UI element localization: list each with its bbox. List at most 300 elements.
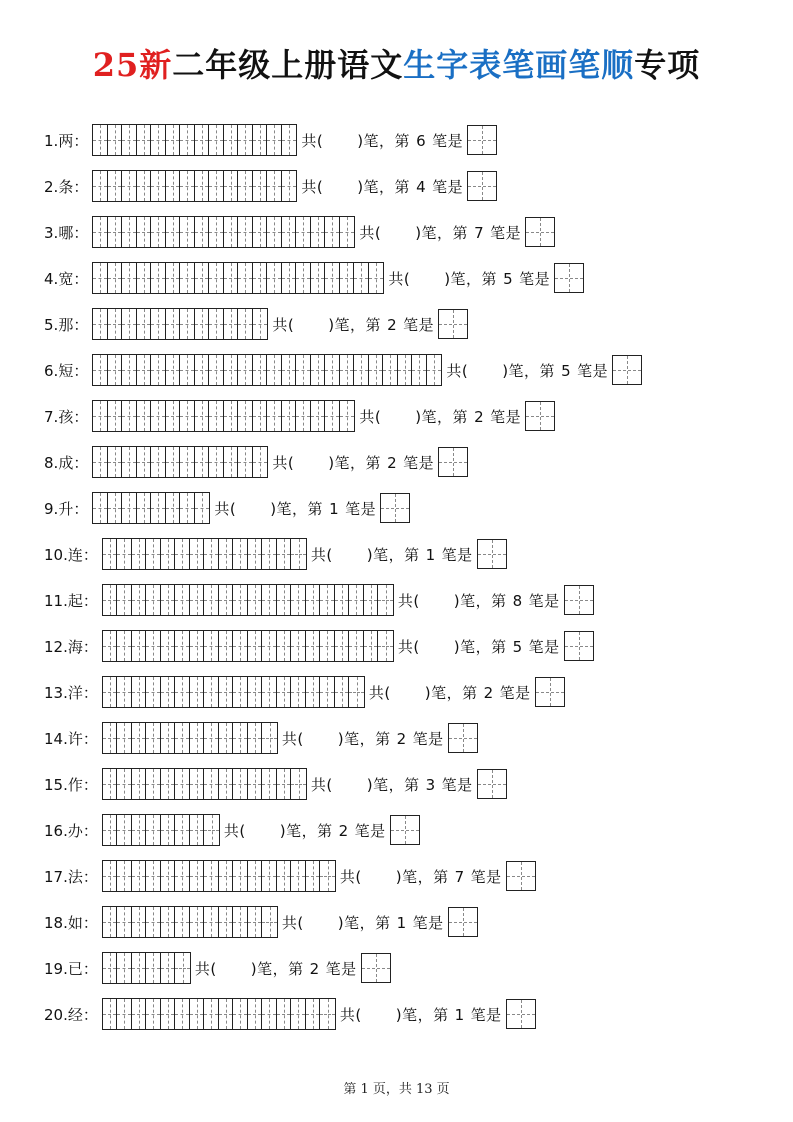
answer-box[interactable] [477,539,507,569]
writing-cell[interactable] [209,171,224,201]
writing-cell[interactable] [224,355,239,385]
writing-cell[interactable] [306,677,321,707]
stroke-order-grid[interactable] [92,262,384,294]
writing-cell[interactable] [262,631,277,661]
writing-cell[interactable] [146,585,161,615]
writing-cell[interactable] [219,861,234,891]
writing-cell[interactable] [146,677,161,707]
answer-box[interactable] [506,861,536,891]
writing-cell[interactable] [93,493,108,523]
writing-cell[interactable] [166,263,181,293]
writing-cell[interactable] [195,309,210,339]
writing-cell[interactable] [117,539,132,569]
writing-cell[interactable] [219,769,234,799]
writing-cell[interactable] [122,171,137,201]
writing-cell[interactable] [132,631,147,661]
writing-cell[interactable] [204,907,219,937]
writing-cell[interactable] [311,401,326,431]
answer-box[interactable] [535,677,565,707]
writing-cell[interactable] [122,217,137,247]
writing-cell[interactable] [161,723,176,753]
writing-cell[interactable] [166,171,181,201]
writing-cell[interactable] [253,309,268,339]
writing-cell[interactable] [209,355,224,385]
writing-cell[interactable] [175,539,190,569]
writing-cell[interactable] [325,263,340,293]
writing-cell[interactable] [204,723,219,753]
writing-cell[interactable] [219,999,234,1029]
writing-cell[interactable] [238,171,253,201]
writing-cell[interactable] [233,539,248,569]
answer-box[interactable] [612,355,642,385]
writing-cell[interactable] [103,723,118,753]
writing-cell[interactable] [166,125,181,155]
writing-cell[interactable] [277,769,292,799]
writing-cell[interactable] [248,999,263,1029]
stroke-order-grid[interactable] [102,584,394,616]
stroke-order-grid[interactable] [92,216,355,248]
writing-cell[interactable] [103,861,118,891]
writing-cell[interactable] [349,631,364,661]
writing-cell[interactable] [190,585,205,615]
writing-cell[interactable] [180,355,195,385]
writing-cell[interactable] [132,677,147,707]
writing-cell[interactable] [137,171,152,201]
answer-box[interactable] [438,447,468,477]
writing-cell[interactable] [233,723,248,753]
writing-cell[interactable] [146,999,161,1029]
writing-cell[interactable] [238,401,253,431]
writing-cell[interactable] [262,677,277,707]
writing-cell[interactable] [233,631,248,661]
writing-cell[interactable] [137,355,152,385]
writing-cell[interactable] [209,309,224,339]
writing-cell[interactable] [117,723,132,753]
writing-cell[interactable] [282,125,297,155]
writing-cell[interactable] [190,815,205,845]
writing-cell[interactable] [248,769,263,799]
writing-cell[interactable] [349,585,364,615]
writing-cell[interactable] [262,769,277,799]
writing-cell[interactable] [132,907,147,937]
writing-cell[interactable] [209,217,224,247]
writing-cell[interactable] [369,355,384,385]
writing-cell[interactable] [364,631,379,661]
writing-cell[interactable] [137,447,152,477]
writing-cell[interactable] [349,677,364,707]
writing-cell[interactable] [262,999,277,1029]
writing-cell[interactable] [151,309,166,339]
writing-cell[interactable] [277,631,292,661]
writing-cell[interactable] [335,585,350,615]
writing-cell[interactable] [161,953,176,983]
writing-cell[interactable] [180,401,195,431]
writing-cell[interactable] [180,171,195,201]
answer-box[interactable] [390,815,420,845]
writing-cell[interactable] [108,355,123,385]
stroke-order-grid[interactable] [92,308,268,340]
writing-cell[interactable] [248,723,263,753]
writing-cell[interactable] [253,447,268,477]
writing-cell[interactable] [224,217,239,247]
writing-cell[interactable] [93,355,108,385]
stroke-order-grid[interactable] [92,400,355,432]
writing-cell[interactable] [122,493,137,523]
writing-cell[interactable] [122,401,137,431]
writing-cell[interactable] [277,539,292,569]
writing-cell[interactable] [93,309,108,339]
writing-cell[interactable] [383,355,398,385]
stroke-order-grid[interactable] [102,814,220,846]
writing-cell[interactable] [378,631,393,661]
stroke-order-grid[interactable] [102,998,336,1030]
writing-cell[interactable] [122,447,137,477]
writing-cell[interactable] [262,723,277,753]
writing-cell[interactable] [117,677,132,707]
writing-cell[interactable] [219,723,234,753]
writing-cell[interactable] [340,263,355,293]
writing-cell[interactable] [277,677,292,707]
writing-cell[interactable] [204,815,219,845]
writing-cell[interactable] [151,217,166,247]
writing-cell[interactable] [195,493,210,523]
writing-cell[interactable] [132,815,147,845]
writing-cell[interactable] [267,401,282,431]
writing-cell[interactable] [103,677,118,707]
stroke-order-grid[interactable] [92,124,297,156]
writing-cell[interactable] [190,861,205,891]
writing-cell[interactable] [204,585,219,615]
writing-cell[interactable] [93,125,108,155]
stroke-order-grid[interactable] [102,676,365,708]
writing-cell[interactable] [93,263,108,293]
writing-cell[interactable] [209,401,224,431]
writing-cell[interactable] [282,263,297,293]
writing-cell[interactable] [233,677,248,707]
writing-cell[interactable] [161,631,176,661]
writing-cell[interactable] [248,631,263,661]
writing-cell[interactable] [117,585,132,615]
writing-cell[interactable] [137,263,152,293]
writing-cell[interactable] [248,677,263,707]
writing-cell[interactable] [204,631,219,661]
writing-cell[interactable] [190,677,205,707]
writing-cell[interactable] [180,447,195,477]
writing-cell[interactable] [93,217,108,247]
stroke-order-grid[interactable] [102,952,191,984]
answer-box[interactable] [554,263,584,293]
writing-cell[interactable] [161,585,176,615]
writing-cell[interactable] [306,999,321,1029]
writing-cell[interactable] [117,953,132,983]
writing-cell[interactable] [238,447,253,477]
writing-cell[interactable] [175,907,190,937]
writing-cell[interactable] [398,355,413,385]
writing-cell[interactable] [151,171,166,201]
writing-cell[interactable] [132,723,147,753]
writing-cell[interactable] [311,355,326,385]
writing-cell[interactable] [117,631,132,661]
writing-cell[interactable] [146,815,161,845]
writing-cell[interactable] [175,999,190,1029]
writing-cell[interactable] [108,171,123,201]
writing-cell[interactable] [253,401,268,431]
writing-cell[interactable] [132,769,147,799]
writing-cell[interactable] [166,355,181,385]
writing-cell[interactable] [262,861,277,891]
writing-cell[interactable] [233,907,248,937]
writing-cell[interactable] [238,355,253,385]
writing-cell[interactable] [340,355,355,385]
writing-cell[interactable] [219,907,234,937]
writing-cell[interactable] [166,309,181,339]
writing-cell[interactable] [180,125,195,155]
writing-cell[interactable] [267,125,282,155]
writing-cell[interactable] [296,401,311,431]
stroke-order-grid[interactable] [102,906,278,938]
writing-cell[interactable] [151,125,166,155]
writing-cell[interactable] [325,217,340,247]
writing-cell[interactable] [204,861,219,891]
writing-cell[interactable] [311,217,326,247]
writing-cell[interactable] [132,861,147,891]
stroke-order-grid[interactable] [92,354,442,386]
writing-cell[interactable] [233,861,248,891]
writing-cell[interactable] [166,217,181,247]
writing-cell[interactable] [93,171,108,201]
writing-cell[interactable] [137,217,152,247]
writing-cell[interactable] [151,401,166,431]
writing-cell[interactable] [137,309,152,339]
writing-cell[interactable] [103,999,118,1029]
writing-cell[interactable] [282,355,297,385]
writing-cell[interactable] [253,171,268,201]
writing-cell[interactable] [306,585,321,615]
writing-cell[interactable] [320,861,335,891]
stroke-order-grid[interactable] [92,170,297,202]
writing-cell[interactable] [224,263,239,293]
writing-cell[interactable] [412,355,427,385]
writing-cell[interactable] [180,217,195,247]
writing-cell[interactable] [311,263,326,293]
writing-cell[interactable] [219,631,234,661]
writing-cell[interactable] [175,861,190,891]
writing-cell[interactable] [108,401,123,431]
writing-cell[interactable] [291,999,306,1029]
writing-cell[interactable] [175,631,190,661]
writing-cell[interactable] [108,263,123,293]
writing-cell[interactable] [340,217,355,247]
writing-cell[interactable] [117,815,132,845]
writing-cell[interactable] [195,125,210,155]
writing-cell[interactable] [175,815,190,845]
writing-cell[interactable] [137,125,152,155]
writing-cell[interactable] [253,355,268,385]
writing-cell[interactable] [267,217,282,247]
writing-cell[interactable] [320,631,335,661]
writing-cell[interactable] [248,861,263,891]
writing-cell[interactable] [253,217,268,247]
writing-cell[interactable] [151,355,166,385]
writing-cell[interactable] [238,263,253,293]
writing-cell[interactable] [335,677,350,707]
writing-cell[interactable] [137,493,152,523]
writing-cell[interactable] [166,401,181,431]
writing-cell[interactable] [253,125,268,155]
writing-cell[interactable] [340,401,355,431]
writing-cell[interactable] [262,585,277,615]
writing-cell[interactable] [238,125,253,155]
writing-cell[interactable] [190,631,205,661]
writing-cell[interactable] [117,861,132,891]
writing-cell[interactable] [238,217,253,247]
writing-cell[interactable] [238,309,253,339]
stroke-order-grid[interactable] [102,538,307,570]
writing-cell[interactable] [166,447,181,477]
writing-cell[interactable] [122,309,137,339]
writing-cell[interactable] [320,585,335,615]
writing-cell[interactable] [93,447,108,477]
writing-cell[interactable] [161,677,176,707]
writing-cell[interactable] [335,631,350,661]
writing-cell[interactable] [219,585,234,615]
writing-cell[interactable] [103,539,118,569]
writing-cell[interactable] [267,171,282,201]
writing-cell[interactable] [209,447,224,477]
writing-cell[interactable] [132,999,147,1029]
writing-cell[interactable] [108,309,123,339]
writing-cell[interactable] [190,539,205,569]
writing-cell[interactable] [219,677,234,707]
writing-cell[interactable] [180,263,195,293]
writing-cell[interactable] [354,263,369,293]
writing-cell[interactable] [253,263,268,293]
writing-cell[interactable] [108,447,123,477]
writing-cell[interactable] [146,631,161,661]
writing-cell[interactable] [190,769,205,799]
writing-cell[interactable] [204,539,219,569]
writing-cell[interactable] [291,631,306,661]
writing-cell[interactable] [195,447,210,477]
writing-cell[interactable] [195,401,210,431]
writing-cell[interactable] [151,263,166,293]
writing-cell[interactable] [146,769,161,799]
writing-cell[interactable] [364,585,379,615]
writing-cell[interactable] [320,999,335,1029]
answer-box[interactable] [380,493,410,523]
writing-cell[interactable] [122,355,137,385]
writing-cell[interactable] [166,493,181,523]
writing-cell[interactable] [262,907,277,937]
writing-cell[interactable] [354,355,369,385]
stroke-order-grid[interactable] [102,722,278,754]
writing-cell[interactable] [103,631,118,661]
writing-cell[interactable] [190,999,205,1029]
writing-cell[interactable] [175,723,190,753]
writing-cell[interactable] [175,585,190,615]
writing-cell[interactable] [296,217,311,247]
stroke-order-grid[interactable] [92,446,268,478]
writing-cell[interactable] [291,539,306,569]
writing-cell[interactable] [224,447,239,477]
writing-cell[interactable] [306,861,321,891]
writing-cell[interactable] [204,769,219,799]
writing-cell[interactable] [180,493,195,523]
writing-cell[interactable] [146,953,161,983]
writing-cell[interactable] [291,677,306,707]
answer-box[interactable] [525,401,555,431]
writing-cell[interactable] [137,401,152,431]
writing-cell[interactable] [151,447,166,477]
answer-box[interactable] [564,585,594,615]
writing-cell[interactable] [296,263,311,293]
writing-cell[interactable] [180,309,195,339]
writing-cell[interactable] [306,631,321,661]
writing-cell[interactable] [325,355,340,385]
writing-cell[interactable] [103,585,118,615]
answer-box[interactable] [467,125,497,155]
stroke-order-grid[interactable] [102,768,307,800]
writing-cell[interactable] [233,999,248,1029]
writing-cell[interactable] [248,907,263,937]
writing-cell[interactable] [291,585,306,615]
writing-cell[interactable] [132,585,147,615]
answer-box[interactable] [467,171,497,201]
writing-cell[interactable] [146,907,161,937]
writing-cell[interactable] [248,539,263,569]
writing-cell[interactable] [282,171,297,201]
writing-cell[interactable] [320,677,335,707]
writing-cell[interactable] [132,953,147,983]
answer-box[interactable] [525,217,555,247]
writing-cell[interactable] [427,355,442,385]
writing-cell[interactable] [117,907,132,937]
writing-cell[interactable] [267,263,282,293]
writing-cell[interactable] [277,585,292,615]
writing-cell[interactable] [103,907,118,937]
writing-cell[interactable] [224,309,239,339]
writing-cell[interactable] [248,585,263,615]
answer-box[interactable] [448,723,478,753]
answer-box[interactable] [361,953,391,983]
writing-cell[interactable] [277,999,292,1029]
writing-cell[interactable] [233,769,248,799]
writing-cell[interactable] [325,401,340,431]
answer-box[interactable] [477,769,507,799]
writing-cell[interactable] [378,585,393,615]
answer-box[interactable] [506,999,536,1029]
writing-cell[interactable] [117,769,132,799]
writing-cell[interactable] [291,769,306,799]
writing-cell[interactable] [108,217,123,247]
writing-cell[interactable] [117,999,132,1029]
writing-cell[interactable] [93,401,108,431]
writing-cell[interactable] [175,953,190,983]
writing-cell[interactable] [195,217,210,247]
writing-cell[interactable] [175,677,190,707]
writing-cell[interactable] [161,999,176,1029]
writing-cell[interactable] [122,125,137,155]
writing-cell[interactable] [103,815,118,845]
writing-cell[interactable] [224,125,239,155]
writing-cell[interactable] [209,263,224,293]
writing-cell[interactable] [282,217,297,247]
writing-cell[interactable] [224,171,239,201]
writing-cell[interactable] [161,907,176,937]
writing-cell[interactable] [277,861,292,891]
writing-cell[interactable] [190,723,205,753]
writing-cell[interactable] [161,861,176,891]
